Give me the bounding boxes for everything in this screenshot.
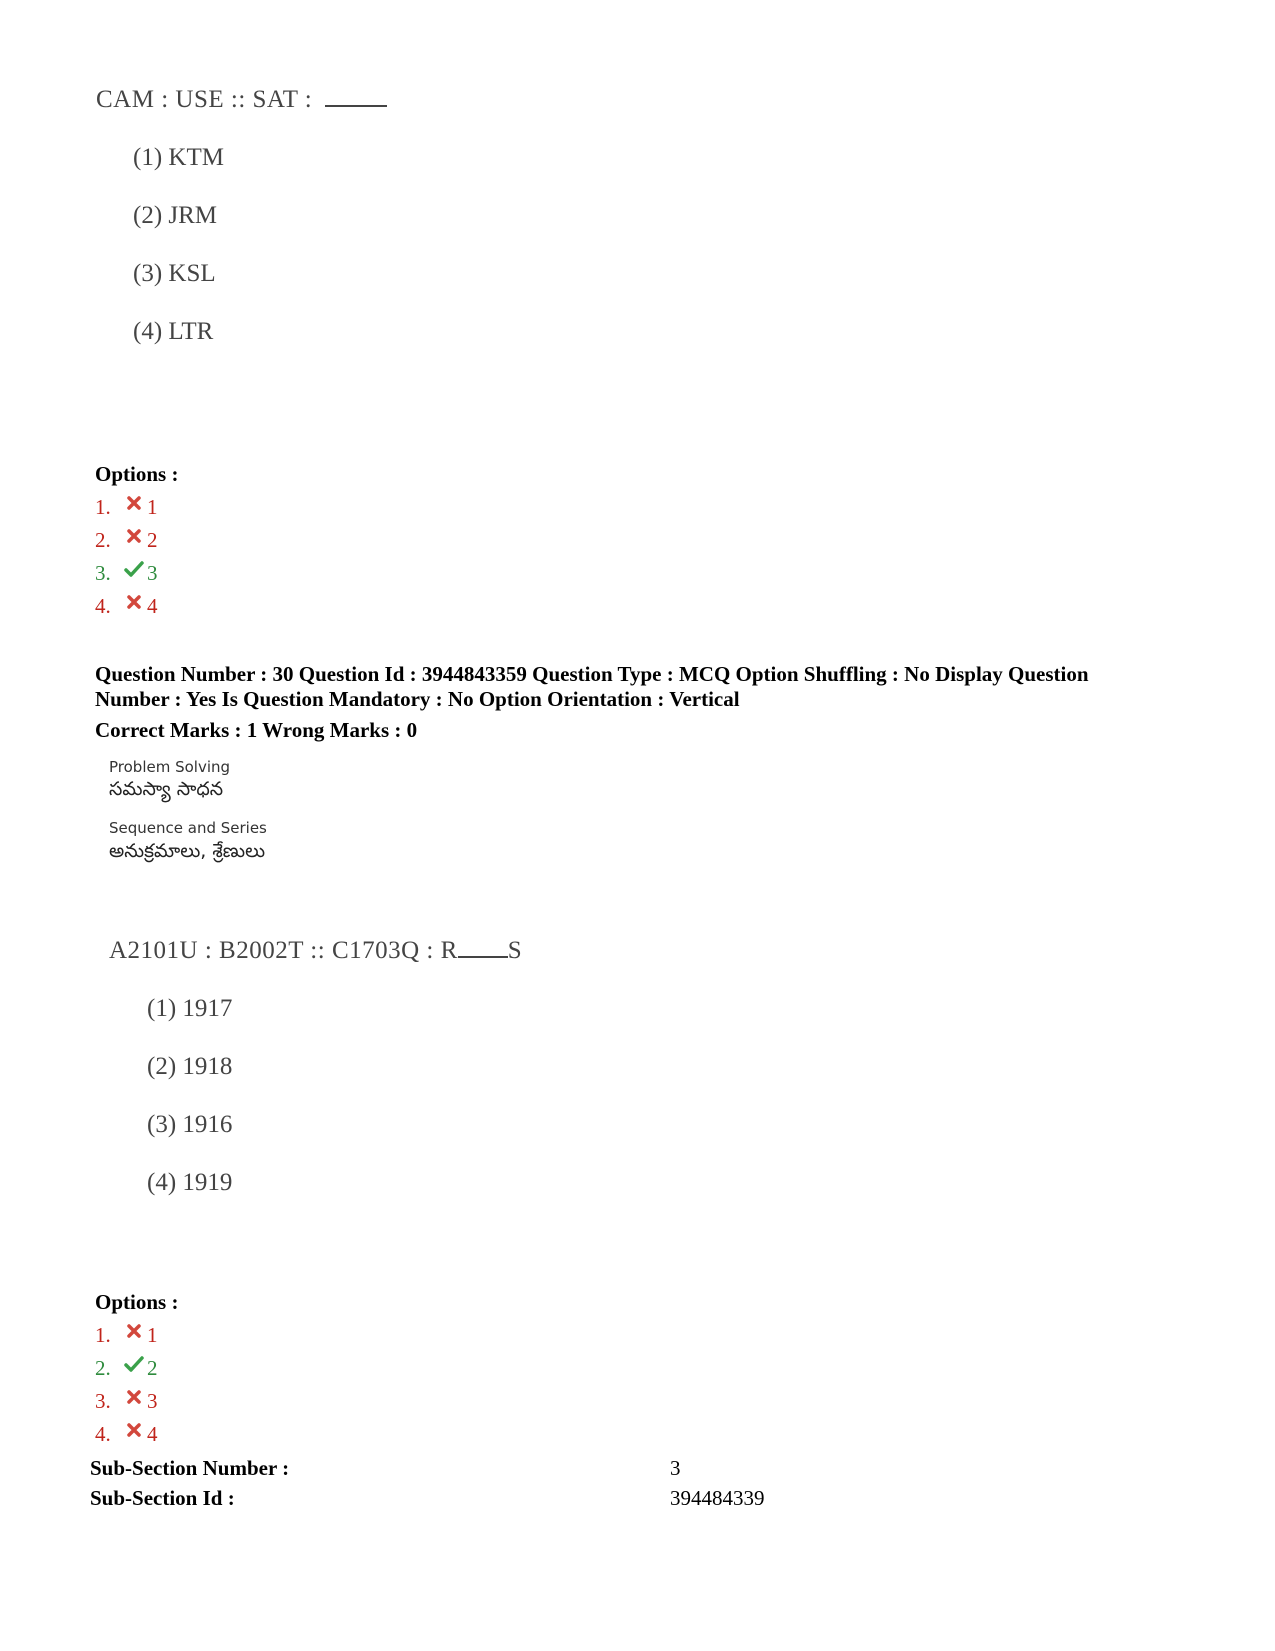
stem-text: CAM : USE :: SAT : bbox=[96, 86, 313, 113]
subsection-number-row bbox=[90, 1456, 890, 1481]
option-value: 3 bbox=[147, 1389, 158, 1413]
marks-line: Correct Marks : 1 Wrong Marks : 0 bbox=[95, 718, 418, 742]
option-row bbox=[95, 557, 158, 590]
cross-icon bbox=[123, 1324, 145, 1338]
option-value: 4 bbox=[147, 1422, 158, 1446]
option-value: 3 bbox=[147, 561, 158, 585]
subsection-id-label: Sub-Section Id : bbox=[90, 1486, 235, 1510]
check-icon bbox=[123, 1356, 145, 1372]
cross-icon bbox=[123, 1423, 145, 1437]
option-row bbox=[95, 1352, 158, 1385]
tag-telugu: సమస్యా సాధన bbox=[109, 778, 224, 800]
choice-item: (2) JRM bbox=[133, 202, 218, 229]
meta-line: Question Number : 30 Question Id : 3944843359 Question Type : MCQ Option Shuffling : No Display Question bbox=[95, 662, 1089, 686]
options-heading: Options : bbox=[95, 1290, 179, 1314]
option-row bbox=[95, 1418, 158, 1451]
option-value: 2 bbox=[147, 1356, 158, 1380]
option-number: 3. bbox=[95, 561, 111, 585]
answer-blank bbox=[325, 105, 387, 107]
option-row bbox=[95, 524, 158, 557]
option-value: 4 bbox=[147, 594, 158, 618]
option-number: 4. bbox=[95, 1422, 111, 1446]
subsection-id-value: 394484339 bbox=[670, 1486, 765, 1510]
cross-icon bbox=[123, 529, 145, 543]
subsection-id-row bbox=[90, 1486, 890, 1511]
question-meta bbox=[95, 662, 1195, 743]
option-number: 3. bbox=[95, 1389, 111, 1413]
tag-telugu: అనుక్రమాలు, శ్రేణులు bbox=[109, 840, 266, 862]
option-number: 2. bbox=[95, 528, 111, 552]
cross-icon bbox=[123, 595, 145, 609]
option-row bbox=[95, 1385, 158, 1418]
option-row bbox=[95, 590, 158, 623]
choice-item: (4) LTR bbox=[133, 318, 214, 345]
option-value: 1 bbox=[147, 1323, 158, 1347]
option-value: 2 bbox=[147, 528, 158, 552]
choice-item: (2) 1918 bbox=[147, 1053, 233, 1080]
cross-icon bbox=[123, 1390, 145, 1404]
tag-english: Sequence and Series bbox=[109, 819, 267, 837]
option-number: 2. bbox=[95, 1356, 111, 1380]
subsection-number-value: 3 bbox=[670, 1456, 681, 1480]
tag-english: Problem Solving bbox=[109, 758, 231, 776]
option-row bbox=[95, 491, 158, 524]
question-stem bbox=[109, 937, 522, 965]
question-stem bbox=[96, 86, 387, 114]
options-list bbox=[95, 1319, 158, 1451]
option-number: 1. bbox=[95, 495, 111, 519]
subsection-number-label: Sub-Section Number : bbox=[90, 1456, 290, 1480]
choice-item: (3) KSL bbox=[133, 260, 216, 287]
meta-line: Number : Yes Is Question Mandatory : No Option Orientation : Vertical bbox=[95, 687, 740, 711]
option-number: 4. bbox=[95, 594, 111, 618]
options-heading: Options : bbox=[95, 462, 179, 486]
option-value: 1 bbox=[147, 495, 158, 519]
stem-suffix: S bbox=[507, 937, 523, 964]
cross-icon bbox=[123, 496, 145, 510]
option-number: 1. bbox=[95, 1323, 111, 1347]
option-row bbox=[95, 1319, 158, 1352]
options-list bbox=[95, 491, 158, 623]
choice-item: (3) 1916 bbox=[147, 1111, 233, 1138]
choice-item: (1) 1917 bbox=[147, 995, 233, 1022]
choice-item: (4) 1919 bbox=[147, 1169, 233, 1196]
stem-text: A2101U : B2002T :: C1703Q : R bbox=[109, 937, 458, 964]
choice-item: (1) KTM bbox=[133, 144, 224, 171]
answer-blank bbox=[458, 956, 508, 958]
check-icon bbox=[123, 561, 145, 577]
